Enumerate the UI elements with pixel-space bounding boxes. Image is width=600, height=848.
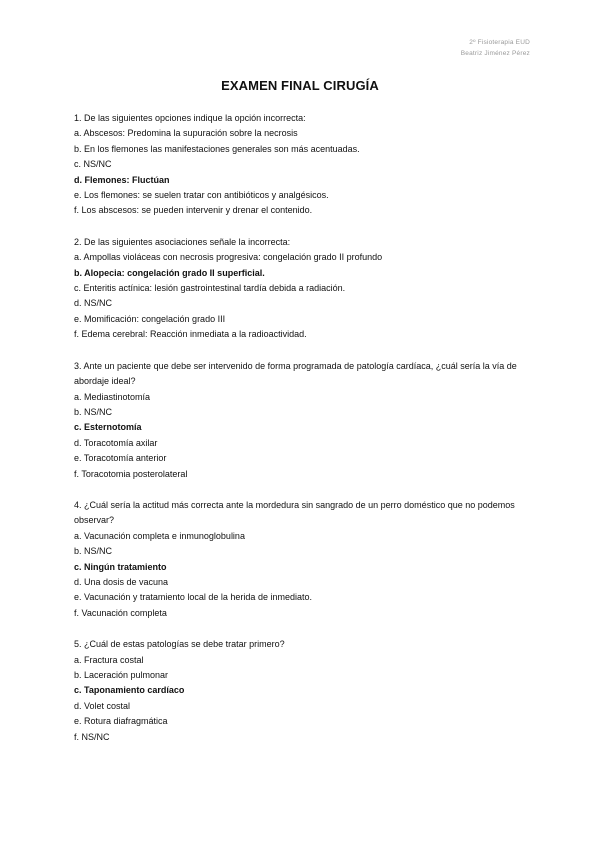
option-b: b. NS/NC xyxy=(74,406,113,417)
option-e: e. Toracotomía anterior xyxy=(74,453,167,464)
option-b-marked: b. Alopecia: congelación grado II superficial. xyxy=(74,267,265,278)
option-b: b. NS/NC xyxy=(74,546,113,557)
option-b: b. Laceración pulmonar xyxy=(74,670,169,680)
option-d: d. Volet costal xyxy=(74,700,131,711)
exam-questions xyxy=(74,111,534,745)
option-f: f. Vacunación completa xyxy=(74,607,167,618)
option-d: d. NS/NC xyxy=(74,298,113,309)
option-f: f. NS/NC xyxy=(74,731,110,742)
option-a: a. Mediastinotomía xyxy=(74,391,151,402)
question-text: 4. ¿Cuál sería la actitud más correcta ante la mordedura sin sangrado de un perro doméstico que no podemos observar? xyxy=(74,499,515,526)
option-a: a. Abscesos: Predomina la supuración sobre la necrosis xyxy=(74,128,298,139)
option-a: a. Fractura costal xyxy=(74,654,144,665)
question-text: 5. ¿Cuál de estas patologías se debe tratar primero? xyxy=(74,639,285,650)
question-3 xyxy=(74,359,534,482)
option-c: c. NS/NC xyxy=(74,159,112,170)
option-e: e. Los flemones: se suelen tratar con antibióticos y analgésicos. xyxy=(74,190,329,201)
option-f: f. Toracotomia posterolateral xyxy=(74,468,188,479)
question-5 xyxy=(74,637,534,745)
option-f: f. Los abscesos: se pueden intervenir y drenar el contenido. xyxy=(74,205,313,216)
option-a: a. Vacunación completa e inmunoglobulina xyxy=(74,530,245,541)
option-d: d. Una dosis de vacuna xyxy=(74,576,169,587)
question-text: 2. De las siguientes asociaciones señale la incorrecta: xyxy=(74,236,291,247)
option-e: e. Vacunación y tratamiento local de la herida de inmediato. xyxy=(74,592,312,603)
header-course: 2º Fisioterapia EUD xyxy=(469,39,530,46)
option-c: c. Enteritis actínica: lesión gastrointestinal tardía debida a radiación. xyxy=(74,283,346,294)
option-f: f. Edema cerebral: Reacción inmediata a la radioactividad. xyxy=(74,329,307,340)
option-a: a. Ampollas violáceas con necrosis progresiva: congelación grado II profundo xyxy=(74,252,383,263)
question-4 xyxy=(74,498,534,621)
question-text: 1. De las siguientes opciones indique la opción incorrecta: xyxy=(74,113,306,123)
option-c-marked: c. Esternotomía xyxy=(74,422,142,433)
option-c-marked: c. Taponamiento cardíaco xyxy=(74,685,185,696)
question-text: 3. Ante un paciente que debe ser intervenido de forma programada de patología cardíaca, ¿cuál sería la vía de abordaje ideal? xyxy=(74,360,517,387)
question-1 xyxy=(74,111,534,219)
document-header-note xyxy=(461,37,530,59)
option-e: e. Momificación: congelación grado III xyxy=(74,313,226,324)
option-e: e. Rotura diafragmática xyxy=(74,716,168,727)
option-d-marked: d. Flemones: Fluctúan xyxy=(74,174,170,185)
header-author: Beatriz Jiménez Pérez xyxy=(460,50,530,57)
page-title: EXAMEN FINAL CIRUGÍA xyxy=(221,78,379,93)
option-c-marked: c. Ningún tratamiento xyxy=(74,561,167,572)
question-2 xyxy=(74,235,534,343)
option-b: b. En los flemones las manifestaciones generales son más acentuadas. xyxy=(74,143,360,154)
option-d: d. Toracotomía axilar xyxy=(74,437,158,448)
